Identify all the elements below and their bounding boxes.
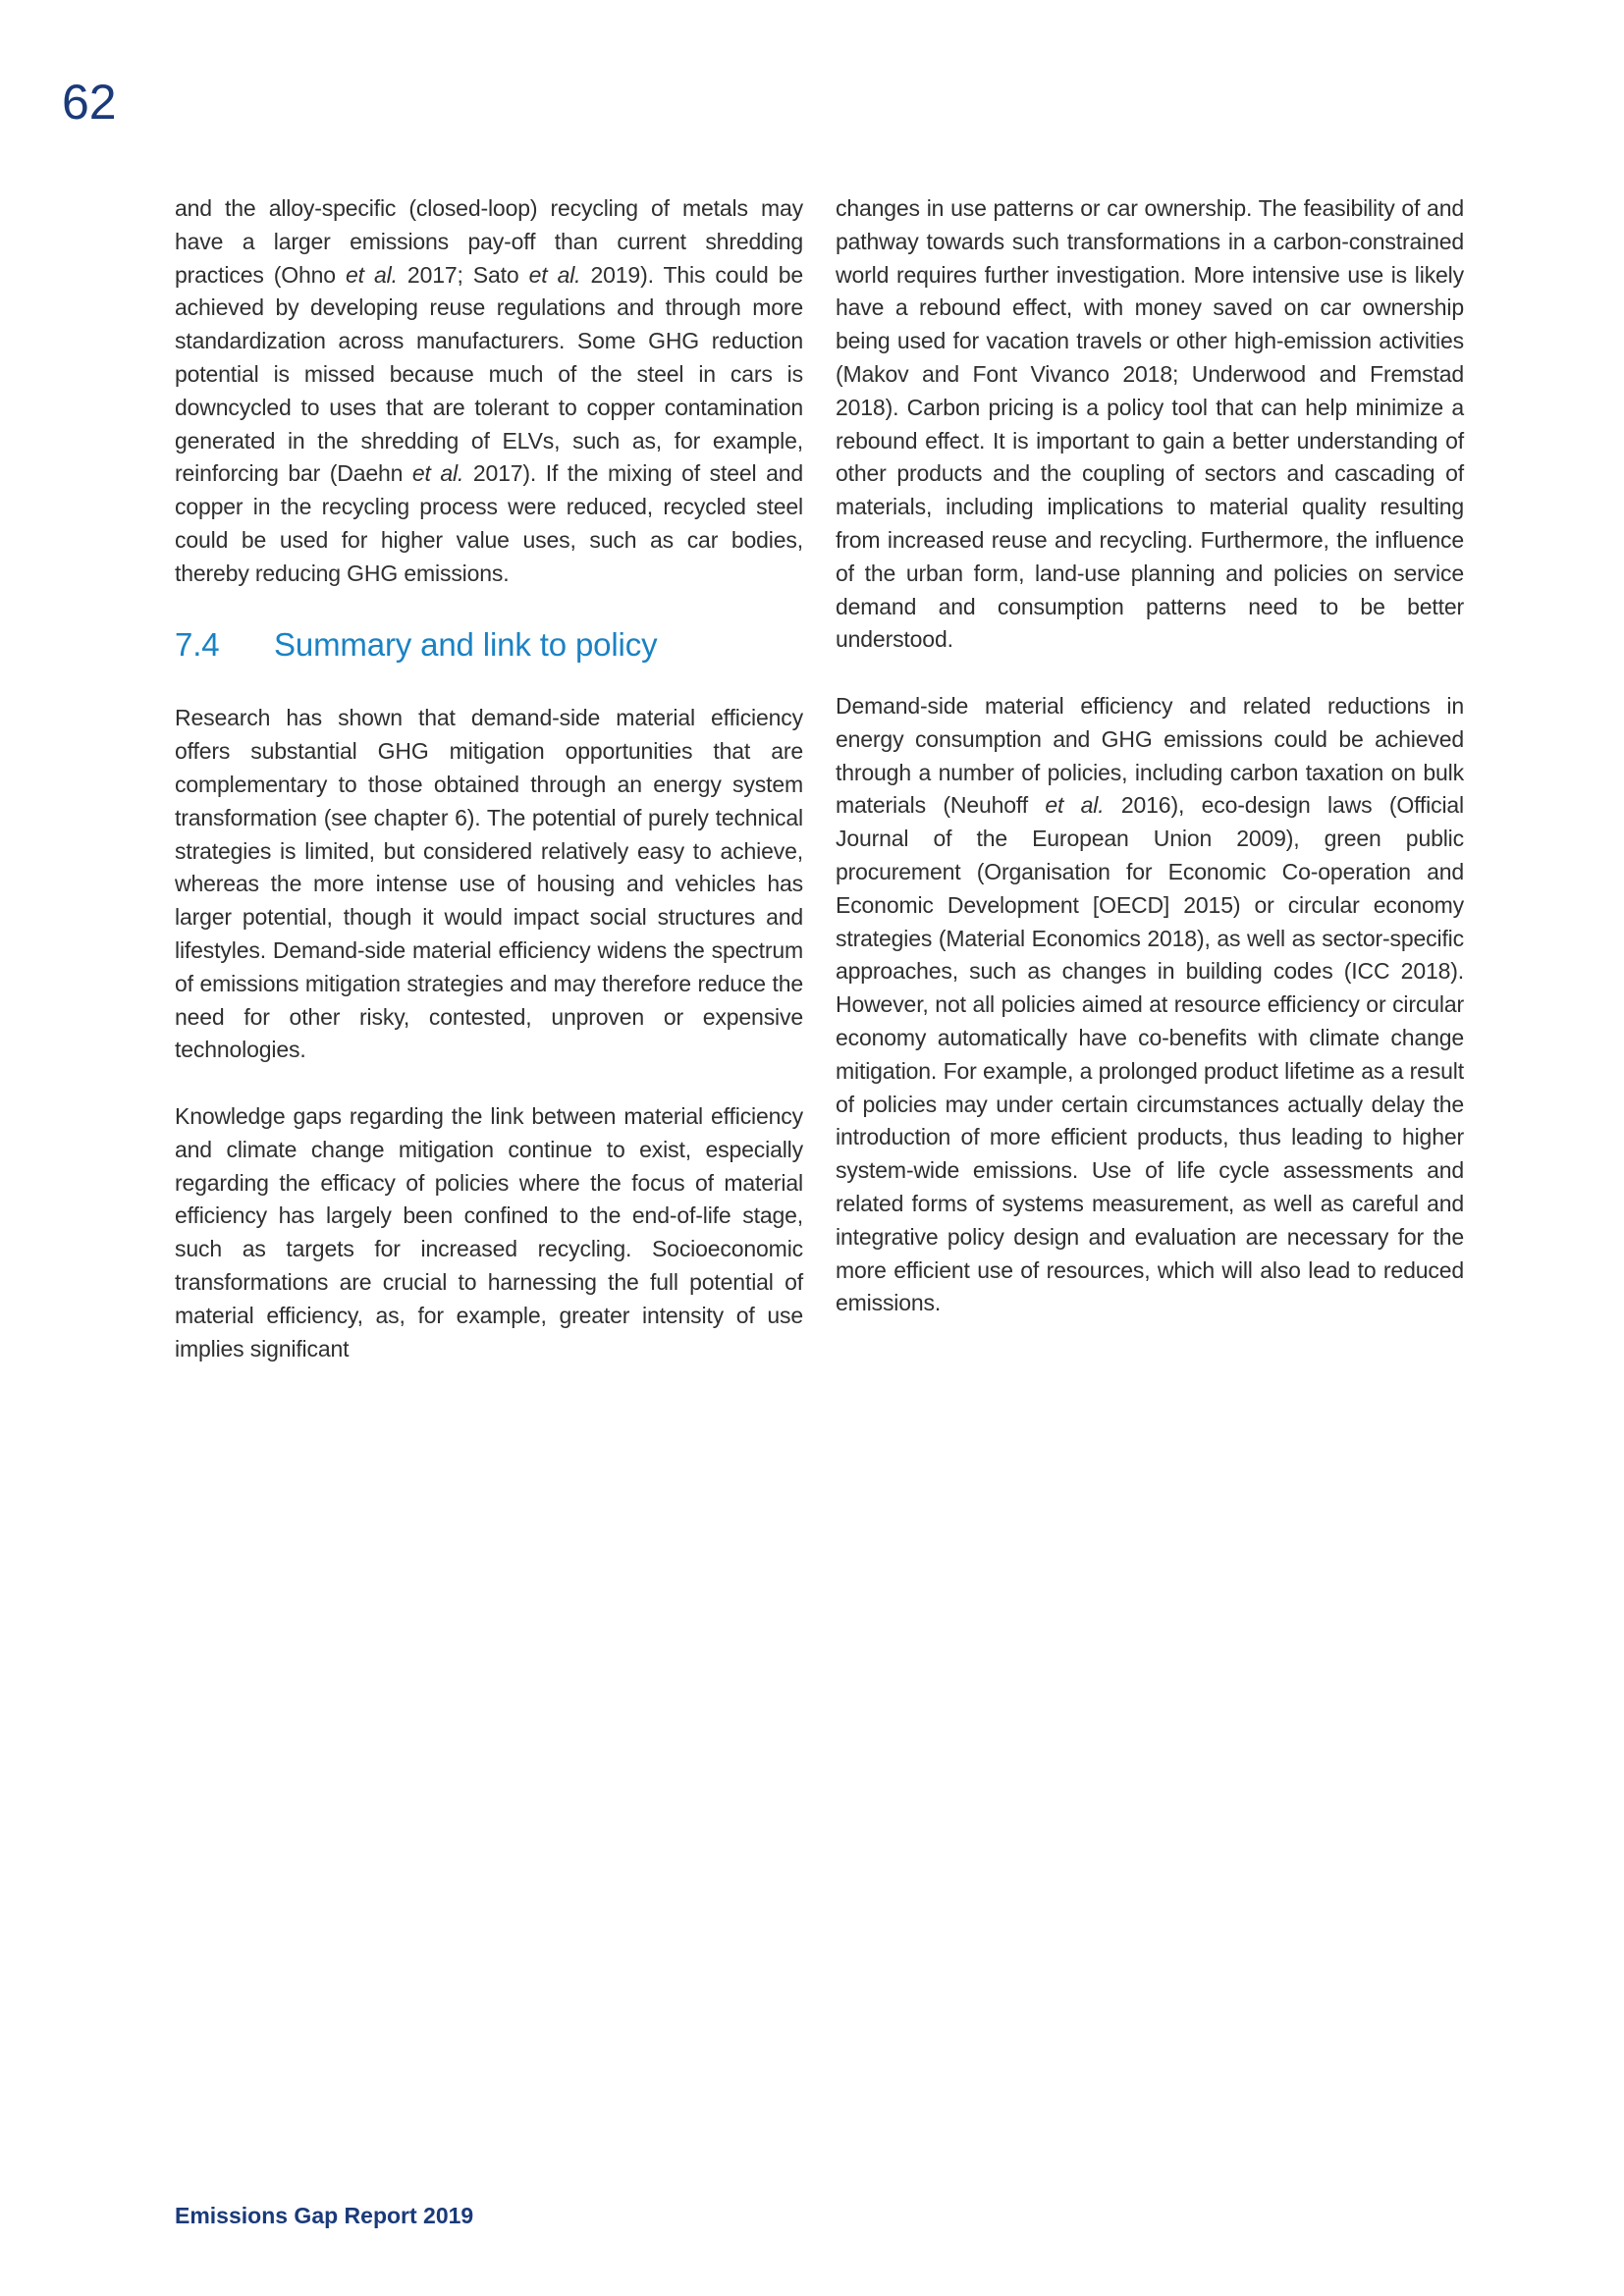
section-heading — [175, 623, 803, 667]
section-title: Summary and link to policy — [274, 626, 658, 664]
footer-report-title: Emissions Gap Report 2019 — [175, 2203, 474, 2228]
left-paragraph-3: Knowledge gaps regarding the link between material efficiency and climate change mitigation continue to exist, especially regarding the efficacy of policies where the focus of material efficiency has largely been confined to the end-of-life stage, such as targets for increased recycling. Socioeconomic transformations are crucial to harnessing the full potential of material efficiency, as, for example, greater intensity of use implies significant — [175, 1102, 803, 1362]
page-number: 62 — [62, 75, 117, 130]
right-column — [836, 192, 1464, 1354]
left-column — [175, 192, 803, 1399]
right-paragraph-2: Demand-side material efficiency and related reductions in energy consumption and GHG emissions could be achieved through a number of policies, including carbon taxation on bulk materials (Neuhoff et al. 2016), eco-design laws (Official Journal of the European Union 2009), green public procurement (Organisation for Economic Co-operation and Economic Development [OECD] 2015) or circular economy strategies (Material Economics 2018), as well as sector-specific approaches, such as changes in building codes (ICC 2018). However, not all policies aimed at resource efficiency or circular economy automatically have co-benefits with climate change mitigation. For example, a prolonged product lifetime as a result of policies may under certain circumstances actually delay the introduction of more efficient products, thus leading to higher system-wide emissions. Use of life cycle assessments and related forms of systems measurement, as well as careful and integrative policy design and evaluation are necessary for the more efficient use of resources, which will also lead to reduced emissions. — [836, 692, 1464, 1316]
section-number: 7.4 — [175, 626, 220, 664]
left-paragraph-2: Research has shown that demand-side material efficiency offers substantial GHG mitigation opportunities that are complementary to those obtained through an energy system transformation (see chapter 6). The potential of purely technical strategies is limited, but considered relatively easy to achieve, whereas the more intense use of housing and vehicles has larger potential, though it would impact social structures and lifestyles. Demand-side material efficiency widens the spectrum of emissions mitigation strategies and may therefore reduce the need for other risky, contested, unproven or expensive technologies. — [175, 705, 803, 1063]
right-paragraph-1: changes in use patterns or car ownership. The feasibility of and pathway towards such transformations in a carbon-constrained world requires further investigation. More intensive use is likely have a rebound effect, with money saved on car ownership being used for vacation travels or other high-emission activities (Makov and Font Vivanco 2018; Underwood and Fremstad 2018). Carbon pricing is a policy tool that can help minimize a rebound effect. It is important to gain a better understanding of other products and the coupling of sectors and cascading of materials, including implications to material quality resulting from increased reuse and recycling. Furthermore, the influence of the urban form, land-use planning and policies on service demand and consumption patterns need to be better understood. — [836, 195, 1464, 653]
left-paragraph-1: and the alloy-specific (closed-loop) recycling of metals may have a larger emissions pay-off than current shredding practices (Ohno et al. 2017; Sato et al. 2019). This could be achieved by developing reuse regulations and through more standardization across manufacturers. Some GHG reduction potential is missed because much of the steel in cars is downcycled to uses that are tolerant to copper contamination generated in the shredding of ELVs, such as, for example, reinforcing bar (Daehn et al. 2017). If the mixing of steel and copper in the recycling process were reduced, recycled steel could be used for higher value uses, such as car bodies, thereby reducing GHG emissions. — [175, 195, 804, 586]
